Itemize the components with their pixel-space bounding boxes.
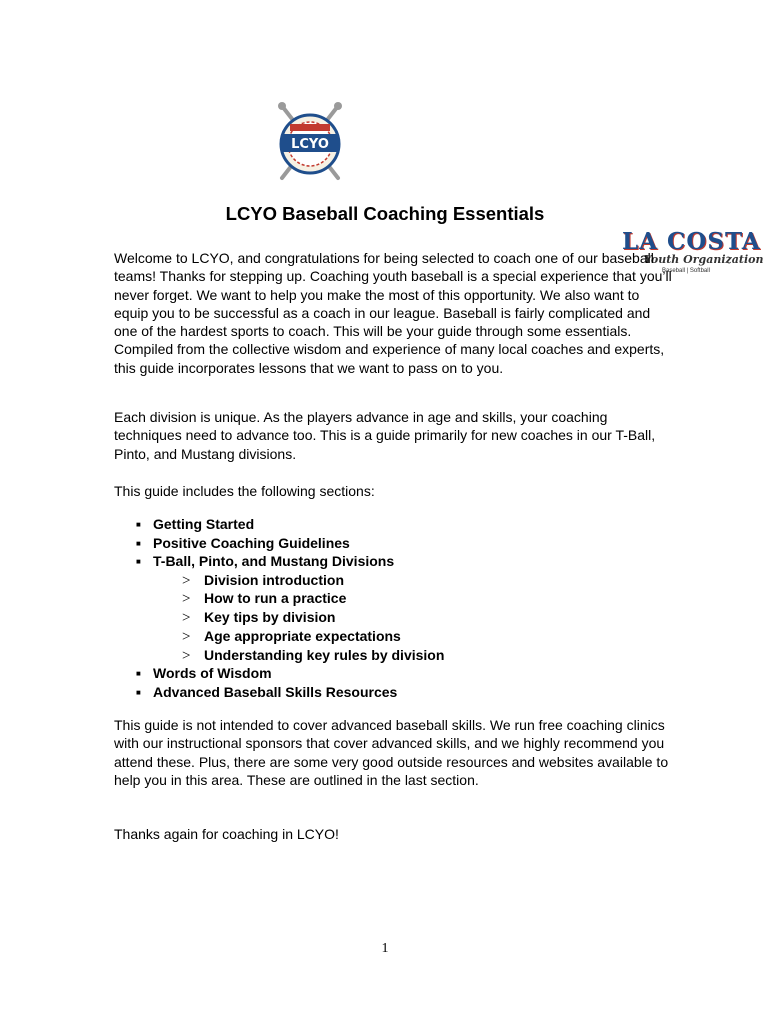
list-item: ■ Advanced Baseball Skills Resources	[114, 683, 614, 702]
svg-text:LCYO: LCYO	[291, 137, 329, 152]
sub-list-item: > Key tips by division	[182, 609, 336, 627]
page-number: 1	[381, 941, 389, 956]
division-paragraph: Each division is unique. As the players advance in age and skills, your coaching techniques need to advance too. This is a guide primarily for new coaches in our T-Ball, Pinto, and Mustang divisions.	[114, 409, 656, 462]
arrow-bullet-icon: >	[182, 610, 191, 627]
thanks-paragraph: Thanks again for coaching in LCYO!	[114, 826, 339, 842]
arrow-bullet-icon: >	[182, 591, 191, 608]
sections-list	[114, 515, 614, 701]
list-item: ■ T-Ball, Pinto, and Mustang Divisions	[114, 552, 614, 571]
baseball-badge-icon	[272, 100, 352, 184]
brand-subtitle: Youth Organization	[644, 253, 764, 266]
sub-list-item: > Division introduction	[182, 571, 344, 589]
sub-list-item: > Age appropriate expectations	[182, 627, 401, 645]
list-item: ■ Getting Started	[114, 515, 614, 534]
square-bullet-icon: ■	[136, 557, 141, 566]
advanced-paragraph: This guide is not intended to cover advanced baseball skills. We run free coaching clinics with our instructional sponsors that cover advanced skills, and we highly recommend you attend these. Plus, there are some very good outside resources and websites available to help you in this area. These are outlined in the last section.	[114, 717, 669, 788]
page-title: LCYO Baseball Coaching Essentials	[225, 203, 545, 224]
square-bullet-icon: ■	[136, 520, 141, 529]
square-bullet-icon: ■	[136, 538, 141, 548]
list-item: ■ Positive Coaching Guidelines	[114, 534, 614, 553]
sub-list-item: > Understanding key rules by division	[182, 646, 445, 664]
square-bullet-icon: ■	[136, 687, 141, 697]
brand-tagline: Baseball | Softball	[662, 268, 710, 274]
arrow-bullet-icon: >	[182, 647, 191, 664]
sub-list-item: > How to run a practice	[182, 590, 347, 608]
welcome-paragraph: Welcome to LCYO, and congratulations for being selected to coach one of our baseball teams! Thanks for stepping up. Coaching youth baseball is a special experience that you’ll never forget. We want to help you make the most of this opportunity. We also want to equip you to be successful as a coach in our league. Baseball is fairly complicated and one of the hardest sports to coach. This will be your guide through some essentials. Compiled from the collective wisdom and experience of many local coaches and experts, this guide incorporates lessons that we want to pass on to you.	[114, 250, 672, 376]
list-item: ■ Words of Wisdom	[114, 664, 614, 683]
sections-intro: This guide includes the following sections:	[114, 483, 375, 499]
brand-title: LA COSTA	[622, 228, 761, 255]
square-bullet-icon: ■	[136, 669, 141, 679]
arrow-bullet-icon: >	[182, 628, 191, 645]
arrow-bullet-icon: >	[182, 572, 191, 589]
